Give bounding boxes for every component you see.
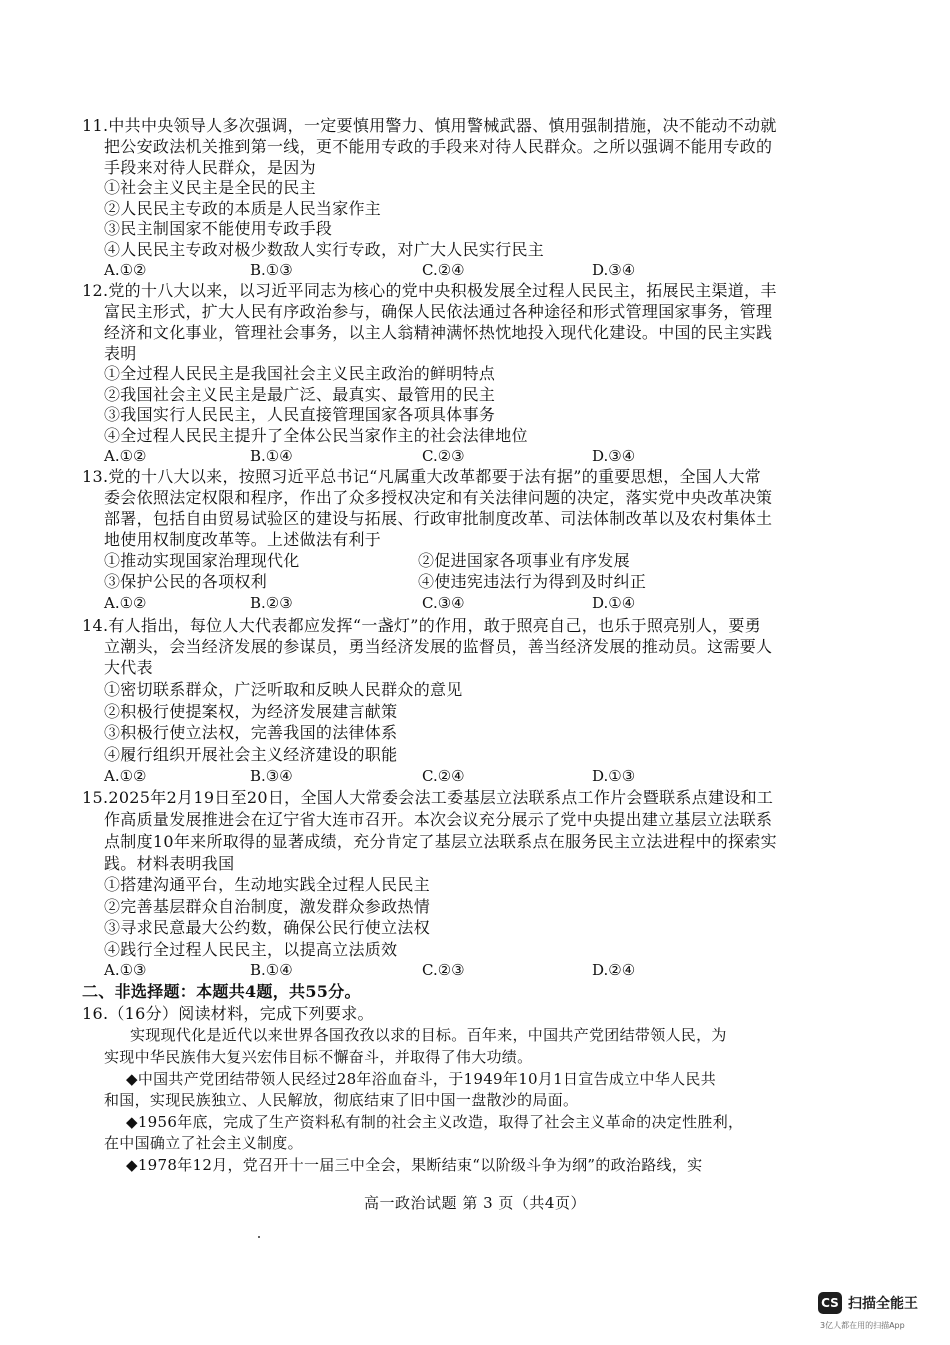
section-heading: 二、非选择题：本题共4题，共55分。 — [82, 982, 361, 1001]
q14-item: ①密切联系群众，广泛听取和反映人民群众的意见 — [104, 680, 463, 699]
q12-item: ④全过程人民民主提升了全体公民当家作主的社会法律地位 — [104, 426, 528, 445]
q11-option-d: D.③④ — [592, 261, 636, 279]
q16-paragraph-line: 在中国确立了社会主义制度。 — [104, 1134, 303, 1152]
q15-option-c: C.②③ — [422, 961, 465, 979]
q11-option-c: C.②④ — [422, 261, 465, 279]
q15-item: ④践行全过程人民民主，以提高立法质效 — [104, 940, 398, 959]
q11-option-a: A.①② — [104, 261, 147, 279]
q12-stem-line: 表明 — [104, 344, 137, 363]
q15-option-b: B.①④ — [250, 961, 293, 979]
q14-option-d: D.①③ — [592, 767, 636, 785]
q12-option-c: C.②③ — [422, 447, 465, 465]
q15-option-a: A.①③ — [104, 961, 147, 979]
q12-item: ②我国社会主义民主是最广泛、最真实、最管用的民主 — [104, 385, 496, 404]
q12-option-b: B.①④ — [250, 447, 293, 465]
q13-option-c: C.③④ — [422, 594, 465, 612]
q15-item: ②完善基层群众自治制度，激发群众参政热情 — [104, 897, 431, 916]
q13-item: ④使违宪违法行为得到及时纠正 — [418, 572, 647, 591]
q14-stem-line: 大代表 — [104, 658, 153, 677]
q12-stem-line: 富民主形式，扩大人民有序政治参与，确保人民依法通过各种途径和形式管理国家事务，管理 — [104, 302, 773, 321]
q13-option-a: A.①② — [104, 594, 147, 612]
q16-paragraph-line: ◆1956年底，完成了生产资料私有制的社会主义改造，取得了社会主义革命的决定性胜利， — [126, 1113, 744, 1131]
q13-item: ②促进国家各项事业有序发展 — [418, 551, 630, 570]
q15-item: ③寻求民意最大公约数，确保公民行使立法权 — [104, 918, 431, 937]
q14-item: ④履行组织开展社会主义经济建设的职能 — [104, 745, 398, 764]
q12-item: ③我国实行人民民主，人民直接管理国家各项具体事务 — [104, 405, 496, 424]
q16-paragraph-line: 实现中华民族伟大复兴宏伟目标不懈奋斗，并取得了伟大功绩。 — [104, 1048, 533, 1066]
page-footer: 高一政治试题 第 3 页（共4页） — [364, 1194, 586, 1212]
q14-option-c: C.②④ — [422, 767, 465, 785]
watermark-brand: 扫描全能王 — [848, 1296, 918, 1312]
watermark-slogan: 3亿人都在用的扫描App — [820, 1321, 905, 1330]
q14-stem-line: 立潮头，会当经济发展的参谋员，勇当经济发展的监督员，善当经济发展的推动员。这需要人 — [104, 637, 773, 656]
q11-stem-line: 11.中共中央领导人多次强调，一定要慎用警力、慎用警械武器、慎用强制措施，决不能动不动就 — [82, 116, 777, 135]
q13-stem-line: 部署，包括自由贸易试验区的建设与拓展、行政审批制度改革、司法体制改革以及农村集体土 — [104, 509, 773, 528]
q11-item: ①社会主义民主是全民的民主 — [104, 178, 316, 197]
scanner-watermark — [818, 1292, 938, 1336]
q13-option-d: D.①④ — [592, 594, 636, 612]
q11-item: ④人民民主专政对极少数敌人实行专政，对广大人民实行民主 — [104, 240, 545, 259]
q13-stem-line: 地使用权制度改革等。上述做法有利于 — [104, 530, 382, 549]
q13-item: ①推动实现国家治理现代化 — [104, 551, 300, 570]
q15-item: ①搭建沟通平台，生动地实践全过程人民民主 — [104, 875, 431, 894]
q12-option-a: A.①② — [104, 447, 147, 465]
q15-stem-line: 践。材料表明我国 — [104, 854, 235, 873]
q12-stem-line: 12.党的十八大以来，以习近平同志为核心的党中央积极发展全过程人民民主，拓展民主渠道，丰 — [82, 281, 777, 300]
q16-stem: 16.（16分）阅读材料，完成下列要求。 — [82, 1004, 374, 1023]
q11-item: ②人民民主专政的本质是人民当家作主 — [104, 199, 382, 218]
q15-stem-line: 15.2025年2月19日至20日，全国人大常委会法工委基层立法联系点工作片会暨联系点建设和工 — [82, 788, 774, 807]
q11-item: ③民主制国家不能使用专政手段 — [104, 219, 333, 238]
scan-speck — [258, 1236, 260, 1238]
q16-paragraph-line: ◆中国共产党团结带领人民经过28年浴血奋斗，于1949年10月1日宣告成立中华人民共 — [126, 1070, 717, 1088]
q15-stem-line: 作高质量发展推进会在辽宁省大连市召开。本次会议充分展示了党中央提出建立基层立法联系 — [104, 810, 773, 829]
q14-item: ②积极行使提案权，为经济发展建言献策 — [104, 702, 398, 721]
q11-option-b: B.①③ — [250, 261, 293, 279]
q11-stem-line: 手段来对待人民群众，是因为 — [104, 158, 316, 177]
q13-stem-line: 13.党的十八大以来，按照习近平总书记“凡属重大改革都要于法有据”的重要思想，全国人大常 — [82, 467, 762, 486]
camscanner-logo-icon: CS — [818, 1292, 842, 1314]
q14-item: ③积极行使立法权，完善我国的法律体系 — [104, 723, 398, 742]
q12-item: ①全过程人民民主是我国社会主义民主政治的鲜明特点 — [104, 364, 496, 383]
q11-stem-line: 把公安政法机关推到第一线，更不能用专政的手段来对待人民群众。之所以强调不能用专政的 — [104, 137, 773, 156]
q15-stem-line: 点制度10年来所取得的显著成绩，充分肯定了基层立法联系点在服务民主立法进程中的探索实 — [104, 832, 777, 851]
q12-option-d: D.③④ — [592, 447, 636, 465]
q14-stem-line: 14.有人指出，每位人大代表都应发挥“一盏灯”的作用，敢于照亮自己，也乐于照亮别人，要勇 — [82, 616, 762, 635]
q13-stem-line: 委会依照法定权限和程序，作出了众多授权决定和有关法律问题的决定，落实党中央改革决策 — [104, 488, 773, 507]
q13-option-b: B.②③ — [250, 594, 293, 612]
q16-paragraph-line: ◆1978年12月，党召开十一届三中全会，果断结束“以阶级斗争为纲”的政治路线，实 — [126, 1156, 703, 1174]
q15-option-d: D.②④ — [592, 961, 636, 979]
q14-option-b: B.③④ — [250, 767, 293, 785]
q13-item: ③保护公民的各项权利 — [104, 572, 268, 591]
q12-stem-line: 经济和文化事业，管理社会事务，以主人翁精神满怀热忱地投入现代化建设。中国的民主实践 — [104, 323, 773, 342]
q16-paragraph-line: 实现现代化是近代以来世界各国孜孜以求的目标。百年来，中国共产党团结带领人民，为 — [130, 1026, 727, 1044]
q16-paragraph-line: 和国，实现民族独立、人民解放，彻底结束了旧中国一盘散沙的局面。 — [104, 1091, 579, 1109]
q14-option-a: A.①② — [104, 767, 147, 785]
